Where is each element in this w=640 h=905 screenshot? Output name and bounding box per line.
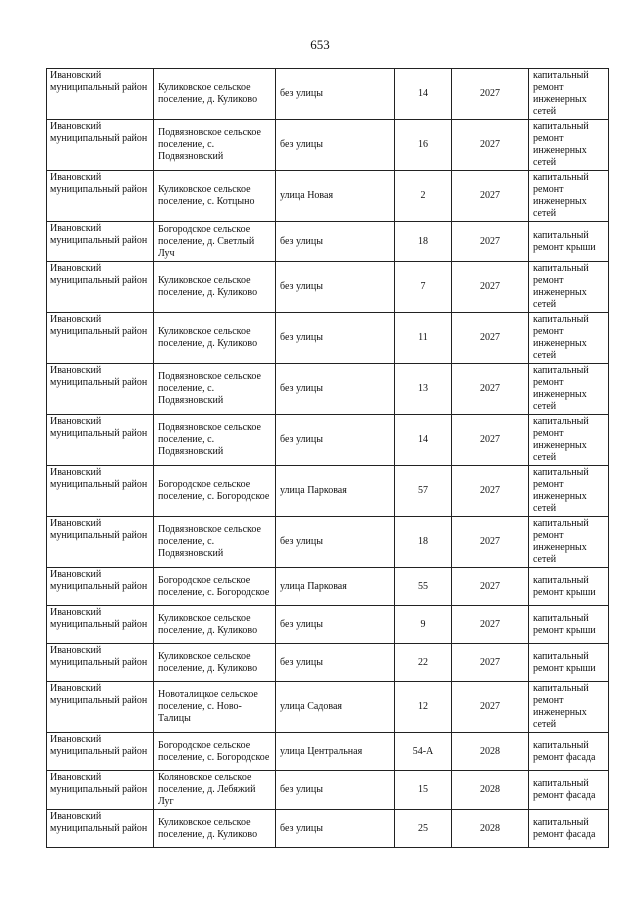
- table-row: [47, 120, 609, 171]
- table-row: [47, 222, 609, 262]
- work-cell: капитальный ремонт инженерных сетей: [529, 262, 609, 313]
- house-cell: 13: [395, 364, 452, 415]
- street-cell: без улицы: [276, 120, 395, 171]
- street-cell: улица Новая: [276, 171, 395, 222]
- settlement-cell: Куликовское сельское поселение, с. Котцыно: [154, 171, 276, 222]
- settlement-cell: Куликовское сельское поселение, д. Куликово: [154, 810, 276, 848]
- district-cell: Ивановский муниципальный район: [47, 517, 154, 568]
- work-cell: капитальный ремонт инженерных сетей: [529, 415, 609, 466]
- district-cell: Ивановский муниципальный район: [47, 466, 154, 517]
- street-cell: без улицы: [276, 222, 395, 262]
- district-cell: Ивановский муниципальный район: [47, 262, 154, 313]
- district-cell: Ивановский муниципальный район: [47, 771, 154, 810]
- work-cell: капитальный ремонт крыши: [529, 606, 609, 644]
- table-row: [47, 517, 609, 568]
- settlement-cell: Новоталицкое сельское поселение, с. Ново-Талицы: [154, 682, 276, 733]
- district-cell: Ивановский муниципальный район: [47, 222, 154, 262]
- street-cell: без улицы: [276, 517, 395, 568]
- district-cell: Ивановский муниципальный район: [47, 313, 154, 364]
- street-cell: без улицы: [276, 262, 395, 313]
- year-cell: 2027: [452, 682, 529, 733]
- settlement-cell: Куликовское сельское поселение, д. Куликово: [154, 262, 276, 313]
- year-cell: 2027: [452, 466, 529, 517]
- year-cell: 2027: [452, 415, 529, 466]
- street-cell: улица Парковая: [276, 568, 395, 606]
- settlement-cell: Куликовское сельское поселение, д. Куликово: [154, 606, 276, 644]
- table-row: [47, 606, 609, 644]
- settlement-cell: Богородское сельское поселение, д. Светлый Луч: [154, 222, 276, 262]
- street-cell: улица Парковая: [276, 466, 395, 517]
- house-cell: 12: [395, 682, 452, 733]
- work-cell: капитальный ремонт инженерных сетей: [529, 313, 609, 364]
- year-cell: 2027: [452, 606, 529, 644]
- table-row: [47, 262, 609, 313]
- street-cell: улица Садовая: [276, 682, 395, 733]
- settlement-cell: Подвязновское сельское поселение, с. Подвязновский: [154, 120, 276, 171]
- work-cell: капитальный ремонт инженерных сетей: [529, 466, 609, 517]
- page-number: 653: [310, 37, 330, 52]
- work-cell: капитальный ремонт инженерных сетей: [529, 171, 609, 222]
- work-cell: капитальный ремонт инженерных сетей: [529, 120, 609, 171]
- work-cell: капитальный ремонт крыши: [529, 568, 609, 606]
- year-cell: 2027: [452, 568, 529, 606]
- work-cell: капитальный ремонт крыши: [529, 644, 609, 682]
- district-cell: Ивановский муниципальный район: [47, 415, 154, 466]
- house-cell: 54-А: [395, 733, 452, 771]
- house-cell: 18: [395, 517, 452, 568]
- year-cell: 2027: [452, 364, 529, 415]
- house-cell: 22: [395, 644, 452, 682]
- district-cell: Ивановский муниципальный район: [47, 606, 154, 644]
- settlement-cell: Куликовское сельское поселение, д. Куликово: [154, 69, 276, 120]
- year-cell: 2027: [452, 222, 529, 262]
- street-cell: улица Центральная: [276, 733, 395, 771]
- district-cell: Ивановский муниципальный район: [47, 69, 154, 120]
- house-cell: 14: [395, 69, 452, 120]
- street-cell: без улицы: [276, 810, 395, 848]
- settlement-cell: Подвязновское сельское поселение, с. Подвязновский: [154, 364, 276, 415]
- work-cell: капитальный ремонт фасада: [529, 771, 609, 810]
- street-cell: без улицы: [276, 313, 395, 364]
- year-cell: 2028: [452, 733, 529, 771]
- settlement-cell: Коляновское сельское поселение, д. Лебяжий Луг: [154, 771, 276, 810]
- street-cell: без улицы: [276, 644, 395, 682]
- house-cell: 57: [395, 466, 452, 517]
- year-cell: 2028: [452, 771, 529, 810]
- district-cell: Ивановский муниципальный район: [47, 733, 154, 771]
- house-cell: 7: [395, 262, 452, 313]
- year-cell: 2027: [452, 120, 529, 171]
- table-row: [47, 466, 609, 517]
- year-cell: 2027: [452, 171, 529, 222]
- work-cell: капитальный ремонт фасада: [529, 733, 609, 771]
- table-row: [47, 771, 609, 810]
- settlement-cell: Подвязновское сельское поселение, с. Подвязновский: [154, 517, 276, 568]
- house-cell: 16: [395, 120, 452, 171]
- settlement-cell: Куликовское сельское поселение, д. Куликово: [154, 644, 276, 682]
- street-cell: без улицы: [276, 69, 395, 120]
- work-cell: капитальный ремонт инженерных сетей: [529, 364, 609, 415]
- table-row: [47, 171, 609, 222]
- work-cell: капитальный ремонт крыши: [529, 222, 609, 262]
- district-cell: Ивановский муниципальный район: [47, 568, 154, 606]
- district-cell: Ивановский муниципальный район: [47, 120, 154, 171]
- district-cell: Ивановский муниципальный район: [47, 644, 154, 682]
- table-row: [47, 810, 609, 848]
- work-cell: капитальный ремонт инженерных сетей: [529, 69, 609, 120]
- settlement-cell: Богородское сельское поселение, с. Богородское: [154, 568, 276, 606]
- house-cell: 9: [395, 606, 452, 644]
- house-cell: 25: [395, 810, 452, 848]
- house-cell: 14: [395, 415, 452, 466]
- housing-repair-table: [46, 68, 609, 848]
- settlement-cell: Богородское сельское поселение, с. Богородское: [154, 733, 276, 771]
- year-cell: 2027: [452, 644, 529, 682]
- house-cell: 2: [395, 171, 452, 222]
- street-cell: без улицы: [276, 364, 395, 415]
- district-cell: Ивановский муниципальный район: [47, 810, 154, 848]
- table-row: [47, 568, 609, 606]
- settlement-cell: Куликовское сельское поселение, д. Куликово: [154, 313, 276, 364]
- year-cell: 2028: [452, 810, 529, 848]
- year-cell: 2027: [452, 517, 529, 568]
- table-row: [47, 69, 609, 120]
- house-cell: 55: [395, 568, 452, 606]
- table-row: [47, 364, 609, 415]
- table-row: [47, 682, 609, 733]
- district-cell: Ивановский муниципальный район: [47, 171, 154, 222]
- year-cell: 2027: [452, 313, 529, 364]
- work-cell: капитальный ремонт фасада: [529, 810, 609, 848]
- table-row: [47, 733, 609, 771]
- house-cell: 15: [395, 771, 452, 810]
- work-cell: капитальный ремонт инженерных сетей: [529, 682, 609, 733]
- table-row: [47, 644, 609, 682]
- district-cell: Ивановский муниципальный район: [47, 364, 154, 415]
- work-cell: капитальный ремонт инженерных сетей: [529, 517, 609, 568]
- settlement-cell: Богородское сельское поселение, с. Богородское: [154, 466, 276, 517]
- street-cell: без улицы: [276, 606, 395, 644]
- settlement-cell: Подвязновское сельское поселение, с. Подвязновский: [154, 415, 276, 466]
- table-body: [47, 69, 609, 848]
- district-cell: Ивановский муниципальный район: [47, 682, 154, 733]
- table-row: [47, 415, 609, 466]
- year-cell: 2027: [452, 69, 529, 120]
- street-cell: без улицы: [276, 415, 395, 466]
- year-cell: 2027: [452, 262, 529, 313]
- table-row: [47, 313, 609, 364]
- street-cell: без улицы: [276, 771, 395, 810]
- house-cell: 18: [395, 222, 452, 262]
- house-cell: 11: [395, 313, 452, 364]
